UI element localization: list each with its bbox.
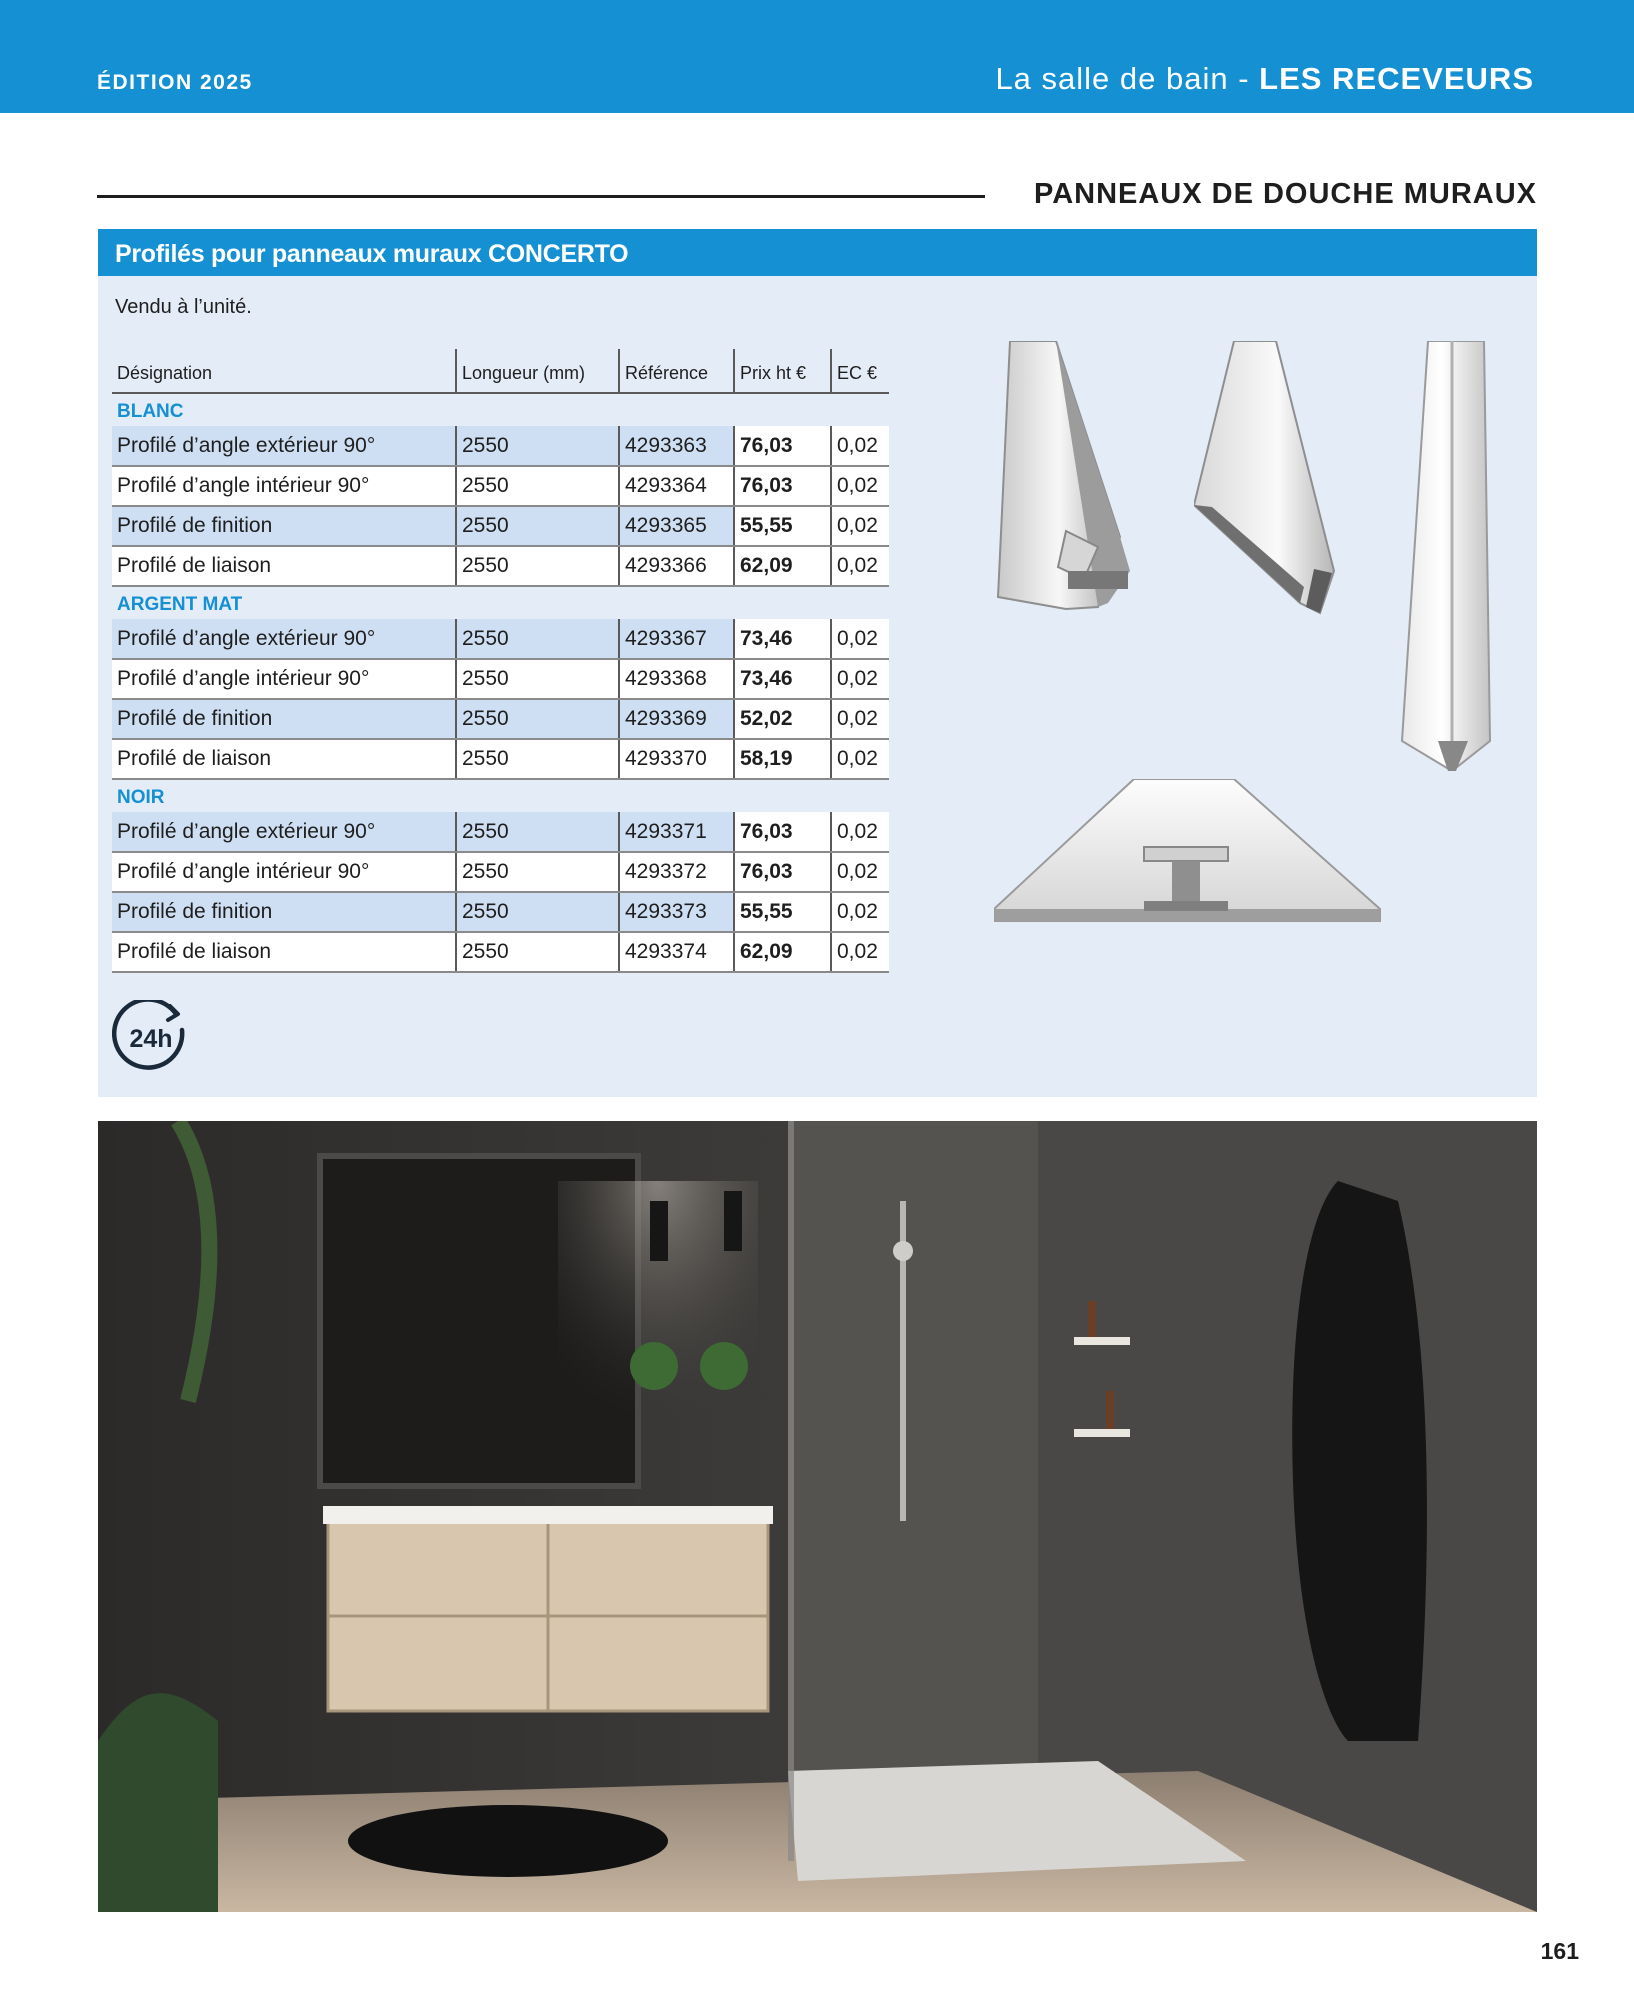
group-row: [112, 586, 889, 619]
cell-price: 58,19: [734, 739, 831, 779]
cell-price: 52,02: [734, 699, 831, 739]
col-header-length: Longueur (mm): [456, 349, 619, 393]
cell-length: 2550: [456, 699, 619, 739]
joining-profile-image: [994, 779, 1384, 929]
cell-price: 73,46: [734, 659, 831, 699]
cell-designation: Profilé d’angle intérieur 90°: [112, 659, 456, 699]
table-row: [112, 506, 889, 546]
cell-designation: Profilé de liaison: [112, 739, 456, 779]
group-label: ARGENT MAT: [117, 594, 243, 615]
product-panel: [98, 229, 1537, 1097]
subsection-title: PANNEAUX DE DOUCHE MURAUX: [1034, 178, 1537, 210]
cell-designation: Profilé d’angle extérieur 90°: [112, 619, 456, 659]
cell-reference: 4293371: [619, 812, 734, 852]
cell-designation: Profilé d’angle intérieur 90°: [112, 466, 456, 506]
table-row: [112, 466, 889, 506]
cell-designation: Profilé d’angle intérieur 90°: [112, 852, 456, 892]
cell-length: 2550: [456, 506, 619, 546]
group-row: [112, 393, 889, 426]
table-body: [112, 393, 889, 972]
cell-ec: 0,02: [831, 426, 889, 466]
page-number: 161: [1540, 1938, 1579, 1964]
panel-title: Profilés pour panneaux muraux CONCERTO: [115, 240, 629, 268]
cell-length: 2550: [456, 932, 619, 972]
cell-designation: Profilé de liaison: [112, 546, 456, 586]
group-label: BLANC: [117, 401, 184, 422]
cell-length: 2550: [456, 466, 619, 506]
cell-length: 2550: [456, 546, 619, 586]
cell-ec: 0,02: [831, 506, 889, 546]
cell-length: 2550: [456, 619, 619, 659]
cell-ec: 0,02: [831, 546, 889, 586]
finishing-profile-image: [1398, 341, 1498, 771]
cell-ec: 0,02: [831, 932, 889, 972]
top-banner: [0, 0, 1634, 113]
cell-reference: 4293373: [619, 892, 734, 932]
cell-length: 2550: [456, 892, 619, 932]
cell-designation: Profilé de liaison: [112, 932, 456, 972]
table-header-row: [112, 349, 889, 393]
cell-ec: 0,02: [831, 619, 889, 659]
inner-angle-profile-image: [1194, 341, 1344, 621]
table-row: [112, 852, 889, 892]
panel-header: [98, 229, 1537, 276]
cell-length: 2550: [456, 426, 619, 466]
cell-reference: 4293370: [619, 739, 734, 779]
cell-designation: Profilé de finition: [112, 699, 456, 739]
cell-reference: 4293366: [619, 546, 734, 586]
cell-ec: 0,02: [831, 739, 889, 779]
cell-ec: 0,02: [831, 699, 889, 739]
cell-length: 2550: [456, 739, 619, 779]
table-row: [112, 699, 889, 739]
table-row: [112, 659, 889, 699]
cell-price: 73,46: [734, 619, 831, 659]
cell-ec: 0,02: [831, 892, 889, 932]
table-row: [112, 546, 889, 586]
table-row: [112, 739, 889, 779]
24h-delivery-icon: [112, 1000, 190, 1078]
cell-reference: 4293369: [619, 699, 734, 739]
heading-rule: [97, 195, 985, 198]
cell-ec: 0,02: [831, 659, 889, 699]
table-row: [112, 426, 889, 466]
table-row: [112, 892, 889, 932]
col-header-price: Prix ht €: [734, 349, 831, 393]
cell-reference: 4293367: [619, 619, 734, 659]
group-row: [112, 779, 889, 812]
cell-reference: 4293368: [619, 659, 734, 699]
cell-reference: 4293365: [619, 506, 734, 546]
cell-reference: 4293374: [619, 932, 734, 972]
cell-ec: 0,02: [831, 852, 889, 892]
cell-designation: Profilé de finition: [112, 506, 456, 546]
cell-reference: 4293363: [619, 426, 734, 466]
col-header-reference: Référence: [619, 349, 734, 393]
cell-price: 62,09: [734, 932, 831, 972]
cell-price: 62,09: [734, 546, 831, 586]
cell-price: 55,55: [734, 892, 831, 932]
cell-ec: 0,02: [831, 812, 889, 852]
cell-ec: 0,02: [831, 466, 889, 506]
outer-angle-profile-image: [988, 341, 1148, 621]
cell-price: 76,03: [734, 466, 831, 506]
cell-price: 76,03: [734, 812, 831, 852]
section-title-main: LES RECEVEURS: [1259, 61, 1534, 96]
cell-designation: Profilé de finition: [112, 892, 456, 932]
col-header-ec: EC €: [831, 349, 889, 393]
edition-label: ÉDITION 2025: [97, 71, 253, 94]
cell-designation: Profilé d’angle extérieur 90°: [112, 426, 456, 466]
cell-price: 76,03: [734, 426, 831, 466]
table-row: [112, 812, 889, 852]
cell-reference: 4293372: [619, 852, 734, 892]
cell-length: 2550: [456, 812, 619, 852]
cell-price: 55,55: [734, 506, 831, 546]
table-row: [112, 619, 889, 659]
cell-length: 2550: [456, 852, 619, 892]
group-label: NOIR: [117, 787, 165, 808]
badge-label: 24h: [129, 1025, 173, 1053]
bathroom-scene-photo: [98, 1121, 1537, 1912]
cell-length: 2550: [456, 659, 619, 699]
section-title-prefix: La salle de bain -: [995, 61, 1260, 96]
cell-designation: Profilé d’angle extérieur 90°: [112, 812, 456, 852]
cell-price: 76,03: [734, 852, 831, 892]
price-table: [112, 349, 889, 973]
cell-reference: 4293364: [619, 466, 734, 506]
col-header-designation: Désignation: [112, 349, 456, 393]
section-title: [995, 61, 1534, 97]
table-row: [112, 932, 889, 972]
sold-note: Vendu à l’unité.: [115, 296, 252, 318]
